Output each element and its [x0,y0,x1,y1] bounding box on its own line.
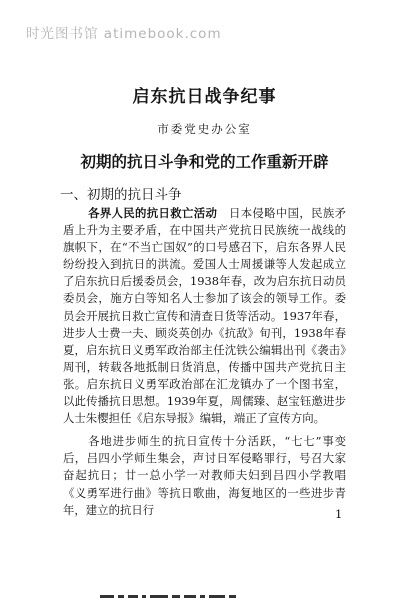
watermark: 时光图书馆 atimebook.com [26,26,222,42]
page-title: 启东抗日战争纪事 [132,87,277,107]
section-title: 初期的抗日斗争和党的工作重新开辟 [80,153,329,171]
paragraph-1-text: 日本侵略中国，民族矛盾上升为主要矛盾，在中国共产党抗日民族统一战线的旗帜下，在“不当亡国奴”的口号感召下，启东各界人民纷纷投入到抗日的洪流。爱国人士周援谦等人发起成立了启东抗日后援委员会，1938年春，改为启东抗日动员委员会，施方白等知名人士参加了该会的领导工作。委员会开展抗日救亡宣传和清查日货等活动。1937年春，进步人士费一夫、顾炎英创办《抗敌》旬刊，1938年春夏，启东抗日义勇军政治部主任沈铁公编辑出刊《袭击》周刊，转载各地抵制日货消息，传播中国共产党抗日主张。启东抗日义勇军政治部在汇龙镇办了一个图书室，以此传播抗日思想。1939年夏，周儒臻、赵宝钰邀进步人士朱樱担任《启东导报》编辑，端正了宣传方向。 [63,206,346,426]
subsection-title: 一、初期的抗日斗争 [60,187,182,203]
paragraph-lead: 各界人民的抗日救亡活动 [88,206,218,220]
page-number: 1 [335,507,343,521]
paragraph-2: 各地进步师生的抗日宣传十分活跃，“七七”事变后，吕四小学师生集会，声讨日军侵略罪行，号召大家奋起抗日；廿一总小学一对教师夫妇到吕四小学教唱《义勇军进行曲》等抗日歌曲，海复地区的一些进步青年，建立的抗日行 [63,434,346,517]
body-text [63,205,346,519]
author-line: 市委党史办公室 [157,122,252,136]
scan-artifact [100,583,280,586]
paragraph-1 [63,205,346,427]
